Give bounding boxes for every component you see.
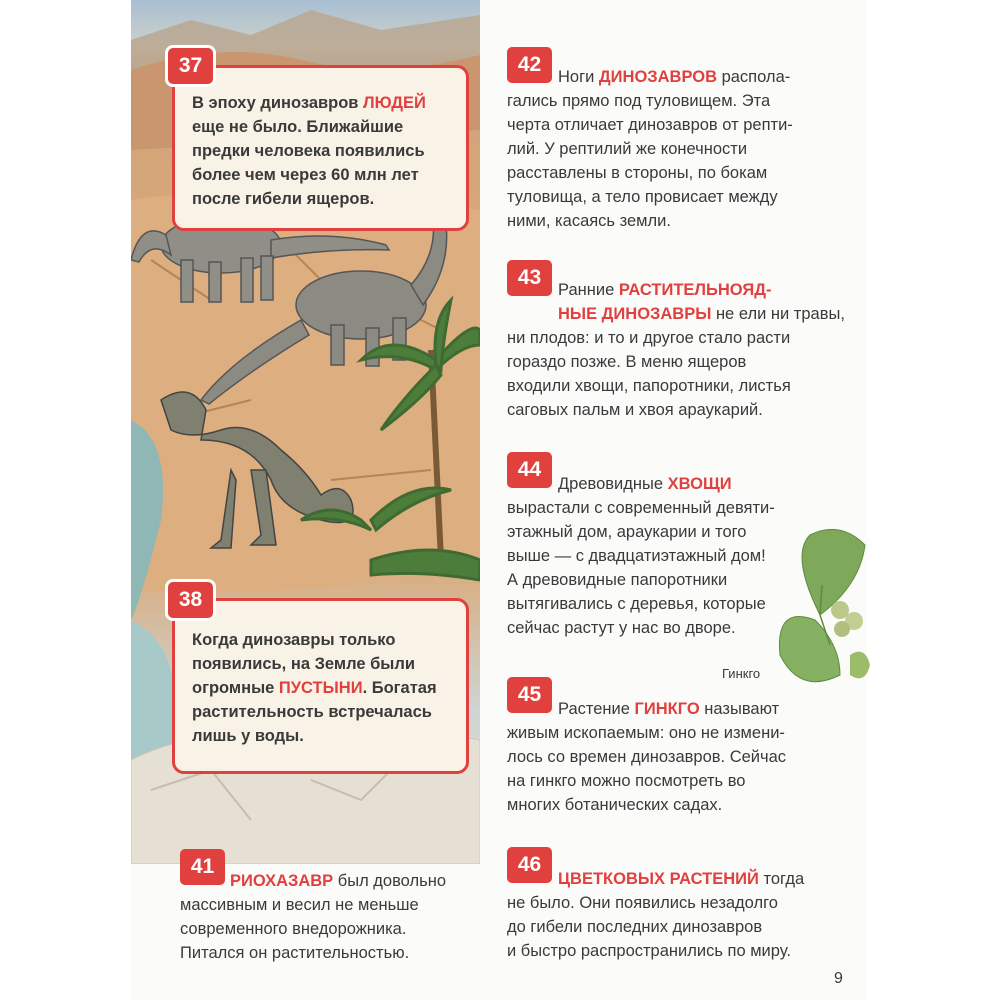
fact-43-number: 43 <box>507 260 552 296</box>
text-line <box>507 769 786 793</box>
text-segment: саговых пальм и хвоя араукарий. <box>507 401 763 419</box>
text-line <box>192 187 426 211</box>
text-line <box>180 941 446 965</box>
ginkgo-leaves-illustration <box>770 525 870 695</box>
text-segment: Питался он растительностью. <box>180 944 410 962</box>
text-line <box>507 568 775 592</box>
text-segment: тогда <box>758 870 805 888</box>
highlighted-term: НЫЕ ДИНОЗАВРЫ <box>558 305 712 323</box>
text-segment: выше — с двадцатиэтажный дом! <box>507 547 766 565</box>
text-line <box>507 113 793 137</box>
fact-42-number: 42 <box>507 47 552 83</box>
fact-44-number: 44 <box>507 452 552 488</box>
text-segment: распола- <box>717 68 791 86</box>
text-segment: туловища, а тело провисает между <box>507 188 778 206</box>
text-segment: лось со времен динозавров. Сейчас <box>507 748 787 766</box>
text-line <box>507 721 786 745</box>
text-line <box>507 89 793 113</box>
text-segment: называют <box>699 700 780 718</box>
text-line <box>192 724 437 748</box>
fact-42-text <box>507 65 793 233</box>
text-segment: этажный дом, араукарии и того <box>507 523 747 541</box>
text-segment: расставлены в стороны, по бокам <box>507 164 768 182</box>
fact-41-text <box>180 869 446 965</box>
fact-45-text <box>507 697 786 817</box>
text-segment: лишь у воды. <box>192 727 304 745</box>
text-segment: массивным и весил не меньше <box>180 896 419 914</box>
text-segment: Растение <box>558 700 635 718</box>
fact-46-number: 46 <box>507 847 552 883</box>
text-line <box>192 676 437 700</box>
text-line <box>507 398 845 422</box>
text-line <box>192 700 437 724</box>
highlighted-term: ГИНКГО <box>634 700 700 718</box>
fact-43-text <box>507 278 845 422</box>
text-line <box>192 628 437 652</box>
text-segment: сейчас растут у нас во дворе. <box>507 619 736 637</box>
text-line <box>507 939 804 963</box>
text-line <box>507 496 775 520</box>
text-line <box>192 115 426 139</box>
fact-46-text <box>507 867 804 963</box>
text-line <box>192 139 426 163</box>
text-segment: на гинкго можно посмотреть во <box>507 772 746 790</box>
text-line <box>507 278 845 302</box>
text-segment: В эпоху динозавров <box>192 94 364 112</box>
text-segment: после гибели ящеров. <box>192 190 375 208</box>
text-line <box>507 374 845 398</box>
highlighted-term: ХВОЩИ <box>667 475 732 493</box>
text-line <box>507 915 804 939</box>
text-line <box>192 163 426 187</box>
highlighted-term: РАСТИТЕЛЬНОЯД- <box>618 281 772 299</box>
text-line <box>180 917 446 941</box>
text-segment: не было. Они появились незадолго <box>507 894 778 912</box>
text-segment: Ранние <box>558 281 619 299</box>
text-segment: еще не было. Ближайшие <box>192 118 404 136</box>
text-line <box>507 793 786 817</box>
text-line <box>507 745 786 769</box>
text-segment: вырастали с современный девяти- <box>507 499 775 517</box>
text-segment: гались прямо под туловищем. Эта <box>507 92 771 110</box>
fact-38-text <box>192 628 437 748</box>
text-segment: более чем через 60 млн лет <box>192 166 419 184</box>
text-segment: Древовидные <box>558 475 668 493</box>
text-line <box>507 185 793 209</box>
text-segment: живым ископаемым: оно не измени- <box>507 724 785 742</box>
fact-37-text <box>192 91 426 211</box>
text-line <box>507 209 793 233</box>
text-segment: лий. У рептилий же конечности <box>507 140 748 158</box>
text-segment: вытягивались с деревья, которые <box>507 595 766 613</box>
text-segment: ними, касаясь земли. <box>507 212 671 230</box>
text-line <box>507 302 845 326</box>
text-segment: . Богатая <box>362 679 437 697</box>
text-line <box>192 652 437 676</box>
text-segment: многих ботанических садах. <box>507 796 723 814</box>
text-segment: черта отличает динозавров от репти- <box>507 116 793 134</box>
text-line <box>180 893 446 917</box>
highlighted-term: РИОХАЗАВР <box>230 872 334 890</box>
text-line <box>507 697 786 721</box>
text-segment: до гибели последних динозавров <box>507 918 763 936</box>
text-segment: входили хвощи, папоротники, листья <box>507 377 791 395</box>
fact-44-text <box>507 472 775 640</box>
text-line <box>507 161 793 185</box>
text-segment: гораздо позже. В меню ящеров <box>507 353 747 371</box>
highlighted-term: ЦВЕТКОВЫХ РАСТЕНИЙ <box>558 870 759 888</box>
text-line <box>507 616 775 640</box>
text-line <box>507 592 775 616</box>
text-segment: и быстро распространились по миру. <box>507 942 791 960</box>
text-segment: огромные <box>192 679 279 697</box>
text-segment: современного внедорожника. <box>180 920 407 938</box>
text-line <box>507 137 793 161</box>
text-line <box>507 891 804 915</box>
text-segment: появились, на Земле были <box>192 655 416 673</box>
ginkgo-caption: Гинкго <box>722 666 761 681</box>
text-line <box>507 350 845 374</box>
text-segment: А древовидные папоротники <box>507 571 728 589</box>
fact-38-number: 38 <box>168 582 213 618</box>
text-line <box>180 869 446 893</box>
highlighted-term: ДИНОЗАВРОВ <box>598 68 717 86</box>
highlighted-term: ЛЮДЕЙ <box>363 94 426 112</box>
text-segment: не ели ни травы, <box>711 305 845 323</box>
text-line <box>507 867 804 891</box>
fact-45-number: 45 <box>507 677 552 713</box>
text-line <box>507 472 775 496</box>
text-line <box>507 65 793 89</box>
text-segment: был довольно <box>333 872 446 890</box>
text-segment: Когда динозавры только <box>192 631 396 649</box>
text-line <box>192 91 426 115</box>
text-line <box>507 544 775 568</box>
text-line <box>507 326 845 350</box>
fact-37-number: 37 <box>168 48 213 84</box>
fact-41-number: 41 <box>180 849 225 885</box>
highlighted-term: ПУСТЫНИ <box>278 679 363 697</box>
text-segment: ни плодов: и то и другое стало расти <box>507 329 791 347</box>
text-segment: предки человека появились <box>192 142 425 160</box>
page-number: 9 <box>834 970 843 987</box>
text-line <box>507 520 775 544</box>
text-segment: Ноги <box>558 68 599 86</box>
text-segment: растительность встречалась <box>192 703 432 721</box>
